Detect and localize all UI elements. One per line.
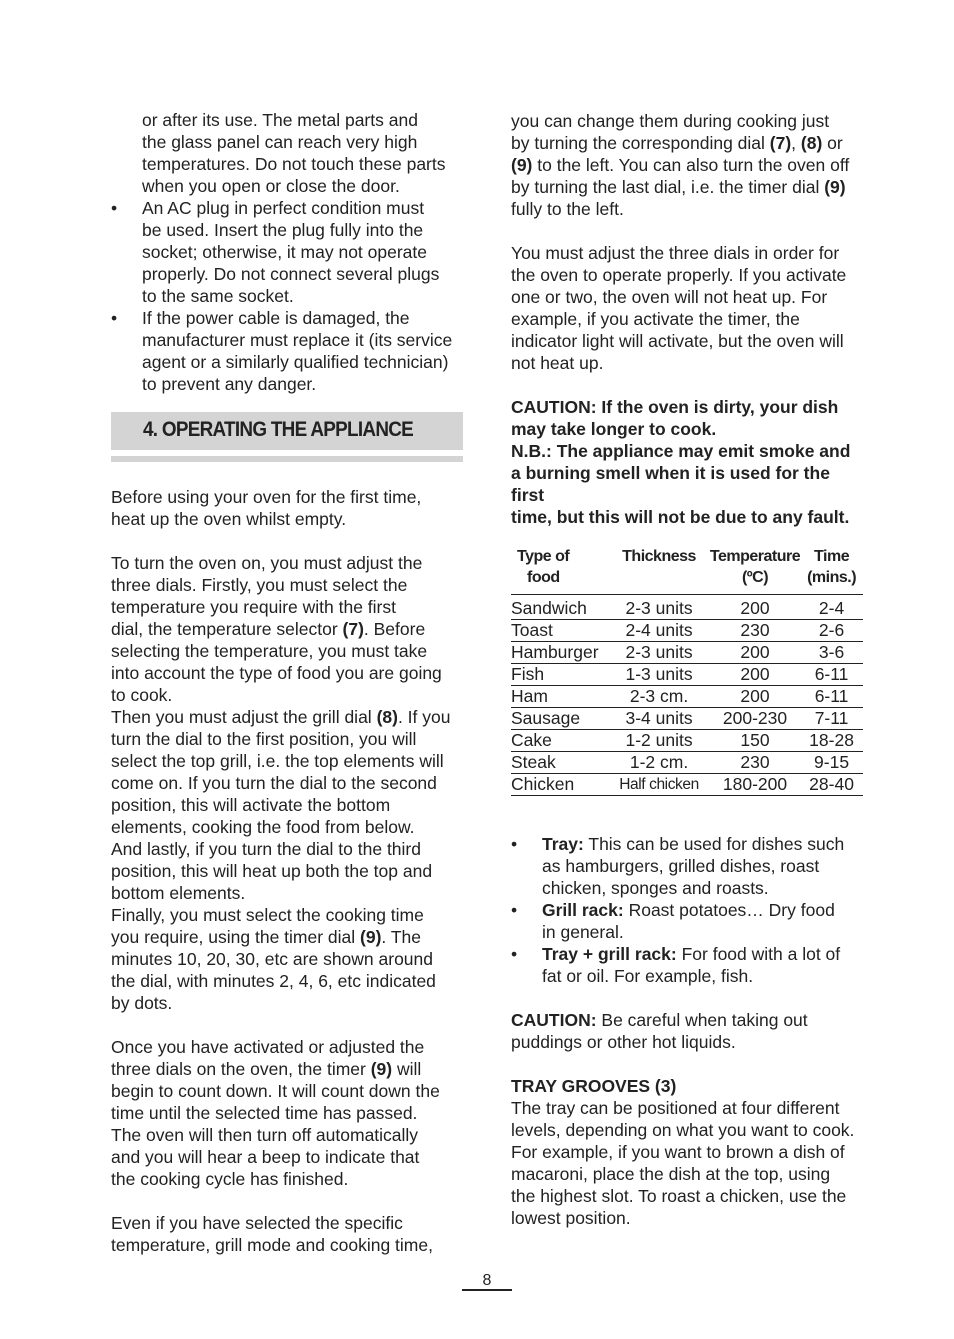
text-line: the highest slot. To roast a chicken, use the	[511, 1186, 847, 1206]
text-line: in general.	[542, 922, 624, 942]
paragraph-tray-grooves	[511, 1097, 863, 1229]
text-line: you require, using the timer dial (9). The	[111, 927, 421, 947]
right-column	[511, 110, 863, 1229]
text-line: the glass panel can reach very high	[142, 132, 418, 152]
text-line: three dials on the oven, the timer (9) will	[111, 1059, 422, 1079]
text-line: socket; otherwise, it may not operate	[142, 242, 427, 262]
text-line: position, this will activate the bottom	[111, 795, 391, 815]
text-line: Then you must adjust the grill dial (8). If you	[111, 707, 451, 727]
page-number-rule	[462, 1289, 512, 1291]
text-line: If the power cable is damaged, the	[142, 308, 410, 328]
text-line: puddings or other hot liquids.	[511, 1032, 736, 1052]
text-line: by turning the last dial, i.e. the timer dial (9)	[511, 177, 846, 197]
text-line: when you open or close the door.	[142, 176, 400, 196]
table-cell: 2-4	[800, 595, 863, 620]
text-line: An AC plug in perfect condition must	[142, 198, 425, 218]
table-cell: 6-11	[800, 664, 863, 686]
table-cell: Hamburger	[511, 642, 608, 664]
text-line: CAUTION: Be careful when taking out	[511, 1010, 808, 1030]
text-line: may take longer to cook.	[511, 419, 717, 439]
text-line: chicken, sponges and roasts.	[542, 878, 769, 898]
text-line: and you will hear a beep to indicate that	[111, 1147, 420, 1167]
table-cell: 18-28	[800, 730, 863, 752]
table-cell: 230	[710, 752, 800, 774]
table-row	[511, 752, 863, 774]
bullet-tray	[511, 833, 863, 899]
text-line: not heat up.	[511, 353, 604, 373]
header-temperature: Temperature (ºC)	[709, 548, 801, 586]
page-number: 8	[482, 1272, 492, 1289]
text-line: levels, depending on what you want to cook.	[511, 1120, 855, 1140]
text-line: the dial, with minutes 2, 4, 6, etc indicated	[111, 971, 436, 991]
text-line: you can change them during cooking just	[511, 111, 830, 131]
text-line: The oven will then turn off automatically	[111, 1125, 419, 1145]
text-line: come on. If you turn the dial to the second	[111, 773, 437, 793]
bullet-icon: •	[111, 198, 118, 218]
table-row	[511, 730, 863, 752]
text-line: temperatures. Do not touch these parts	[142, 154, 446, 174]
text-line: manufacturer must replace it (its service	[142, 330, 453, 350]
text-line: bottom elements.	[111, 883, 246, 903]
table-cell: 180-200	[710, 774, 800, 796]
text-line: N.B.: The appliance may emit smoke and	[511, 441, 851, 461]
text-line: minutes 10, 20, 30, etc are shown around	[111, 949, 434, 969]
text-line: the cooking cycle has finished.	[111, 1169, 349, 1189]
text-line: Finally, you must select the cooking time	[111, 905, 424, 925]
table-cell: 230	[710, 620, 800, 642]
text-line: to cook.	[111, 685, 173, 705]
table-cell: 7-11	[800, 708, 863, 730]
table-cell: 150	[710, 730, 800, 752]
table-row	[511, 708, 863, 730]
paragraph-change-dials	[511, 110, 863, 220]
table-cell: 9-15	[800, 752, 863, 774]
text-line: temperature, grill mode and cooking time,	[111, 1235, 433, 1255]
text-line: a burning smell when it is used for the first	[511, 463, 830, 505]
table-cell: 200	[710, 664, 800, 686]
table-row	[511, 595, 863, 620]
text-line: temperature you require with the first	[111, 597, 396, 617]
cooking-table	[511, 546, 863, 796]
text-line: Tray + grill rack: For food with a lot of	[542, 944, 841, 964]
table-cell: 200	[710, 686, 800, 708]
table-cell: 2-6	[800, 620, 863, 642]
bullet-icon: •	[511, 834, 518, 854]
section-title: 4. OPERATING THE APPLIANCE	[143, 418, 414, 441]
table-cell: 3-6	[800, 642, 863, 664]
text-line: the oven to operate properly. If you activate	[511, 265, 847, 285]
text-line: fully to the left.	[511, 199, 624, 219]
carry-over-text	[111, 109, 463, 197]
table-cell: 200-230	[710, 708, 800, 730]
table-row	[511, 620, 863, 642]
text-line: To turn the oven on, you must adjust the	[111, 553, 423, 573]
text-line: fat or oil. For example, fish.	[542, 966, 754, 986]
text-line: to prevent any danger.	[142, 374, 317, 394]
caution-block	[511, 396, 863, 528]
text-line: dial, the temperature selector (7). Before	[111, 619, 426, 639]
table-cell: Chicken	[511, 774, 608, 796]
text-line: (9) to the left. You can also turn the oven off	[511, 155, 850, 175]
tray-grooves-heading: TRAY GROOVES (3)	[511, 1076, 677, 1096]
text-line: to the same socket.	[142, 286, 294, 306]
paragraph-dials	[111, 552, 463, 1014]
table-cell: Sandwich	[511, 595, 608, 620]
header-thickness: Thickness	[622, 548, 696, 565]
table-cell: Steak	[511, 752, 608, 774]
caution-hot-liquids	[511, 1009, 863, 1053]
table-row	[511, 642, 863, 664]
text-line: You must adjust the three dials in order for	[511, 243, 840, 263]
text-line: For example, if you want to brown a dish of	[511, 1142, 845, 1162]
text-line: example, if you activate the timer, the	[511, 309, 800, 329]
text-line: turn the dial to the first position, you will	[111, 729, 417, 749]
text-line: as hamburgers, grilled dishes, roast	[542, 856, 820, 876]
bullet-icon: •	[511, 900, 518, 920]
text-line: by dots.	[111, 993, 173, 1013]
table-cell: 1-3 units	[608, 664, 710, 686]
table-cell: 2-3 cm.	[608, 686, 710, 708]
text-line: be used. Insert the plug fully into the	[142, 220, 424, 240]
table-cell: 1-2 units	[608, 730, 710, 752]
text-line: by turning the corresponding dial (7), (8) or	[511, 133, 843, 153]
table-cell: 2-3 units	[608, 642, 710, 664]
header-type-of-food: Type of food	[517, 548, 570, 586]
bullet-grill-rack	[511, 899, 863, 943]
table-cell: 200	[710, 642, 800, 664]
text-line: lowest position.	[511, 1208, 631, 1228]
section-header	[111, 412, 463, 450]
section-divider	[111, 456, 463, 462]
text-line: one or two, the oven will not heat up. For	[511, 287, 828, 307]
text-line: or after its use. The metal parts and	[142, 110, 418, 130]
text-line: Grill rack: Roast potatoes… Dry food	[542, 900, 835, 920]
table-cell: Fish	[511, 664, 608, 686]
table-cell: 200	[710, 595, 800, 620]
text-line: selecting the temperature, you must take	[111, 641, 428, 661]
table-cell: 2-3 units	[608, 595, 710, 620]
accessory-bullets	[511, 833, 863, 987]
table-row	[511, 774, 863, 796]
text-line: position, this will heat up both the top and	[111, 861, 433, 881]
text-line: Before using your oven for the first time,	[111, 487, 422, 507]
table-cell: Half chicken	[608, 774, 710, 796]
text-line: indicator light will activate, but the oven will	[511, 331, 844, 351]
table-row	[511, 664, 863, 686]
text-line: properly. Do not connect several plugs	[142, 264, 440, 284]
paragraph-preheat	[111, 486, 463, 530]
table-cell: 28-40	[800, 774, 863, 796]
text-line: agent or a similarly qualified technician)	[142, 352, 449, 372]
text-line: time until the selected time has passed.	[111, 1103, 418, 1123]
table-row	[511, 686, 863, 708]
text-line: Even if you have selected the specific	[111, 1213, 403, 1233]
text-line: elements, cooking the food from below.	[111, 817, 415, 837]
bullet-ac-plug	[111, 197, 463, 307]
table-cell: 2-4 units	[608, 620, 710, 642]
header-time: Time (mins.)	[807, 548, 857, 586]
table-header-row	[511, 546, 863, 595]
text-line: into account the type of food you are going	[111, 663, 442, 683]
text-line: Once you have activated or adjusted the	[111, 1037, 425, 1057]
paragraph-three-dials	[511, 242, 863, 374]
table-cell: 1-2 cm.	[608, 752, 710, 774]
safety-bullets	[111, 197, 463, 395]
text-line: Tray: This can be used for dishes such	[542, 834, 845, 854]
text-line: And lastly, if you turn the dial to the third	[111, 839, 421, 859]
text-line: CAUTION: If the oven is dirty, your dish	[511, 397, 839, 417]
text-line: heat up the oven whilst empty.	[111, 509, 347, 529]
paragraph-change-settings	[111, 1212, 463, 1256]
text-line: select the top grill, i.e. the top elements will	[111, 751, 444, 771]
table-cell: 3-4 units	[608, 708, 710, 730]
table-cell: Toast	[511, 620, 608, 642]
text-line: macaroni, place the dish at the top, using	[511, 1164, 831, 1184]
paragraph-timer	[111, 1036, 463, 1190]
text-line: time, but this will not be due to any fault.	[511, 507, 850, 527]
text-line: three dials. Firstly, you must select the	[111, 575, 408, 595]
left-column	[111, 109, 463, 1256]
table-cell: Cake	[511, 730, 608, 752]
table-cell: Sausage	[511, 708, 608, 730]
bullet-icon: •	[111, 308, 118, 328]
table-cell: Ham	[511, 686, 608, 708]
bullet-icon: •	[511, 944, 518, 964]
bullet-power-cable	[111, 307, 463, 395]
table-cell: 6-11	[800, 686, 863, 708]
bullet-tray-grill-rack	[511, 943, 863, 987]
text-line: begin to count down. It will count down the	[111, 1081, 440, 1101]
text-line: The tray can be positioned at four different	[511, 1098, 840, 1118]
